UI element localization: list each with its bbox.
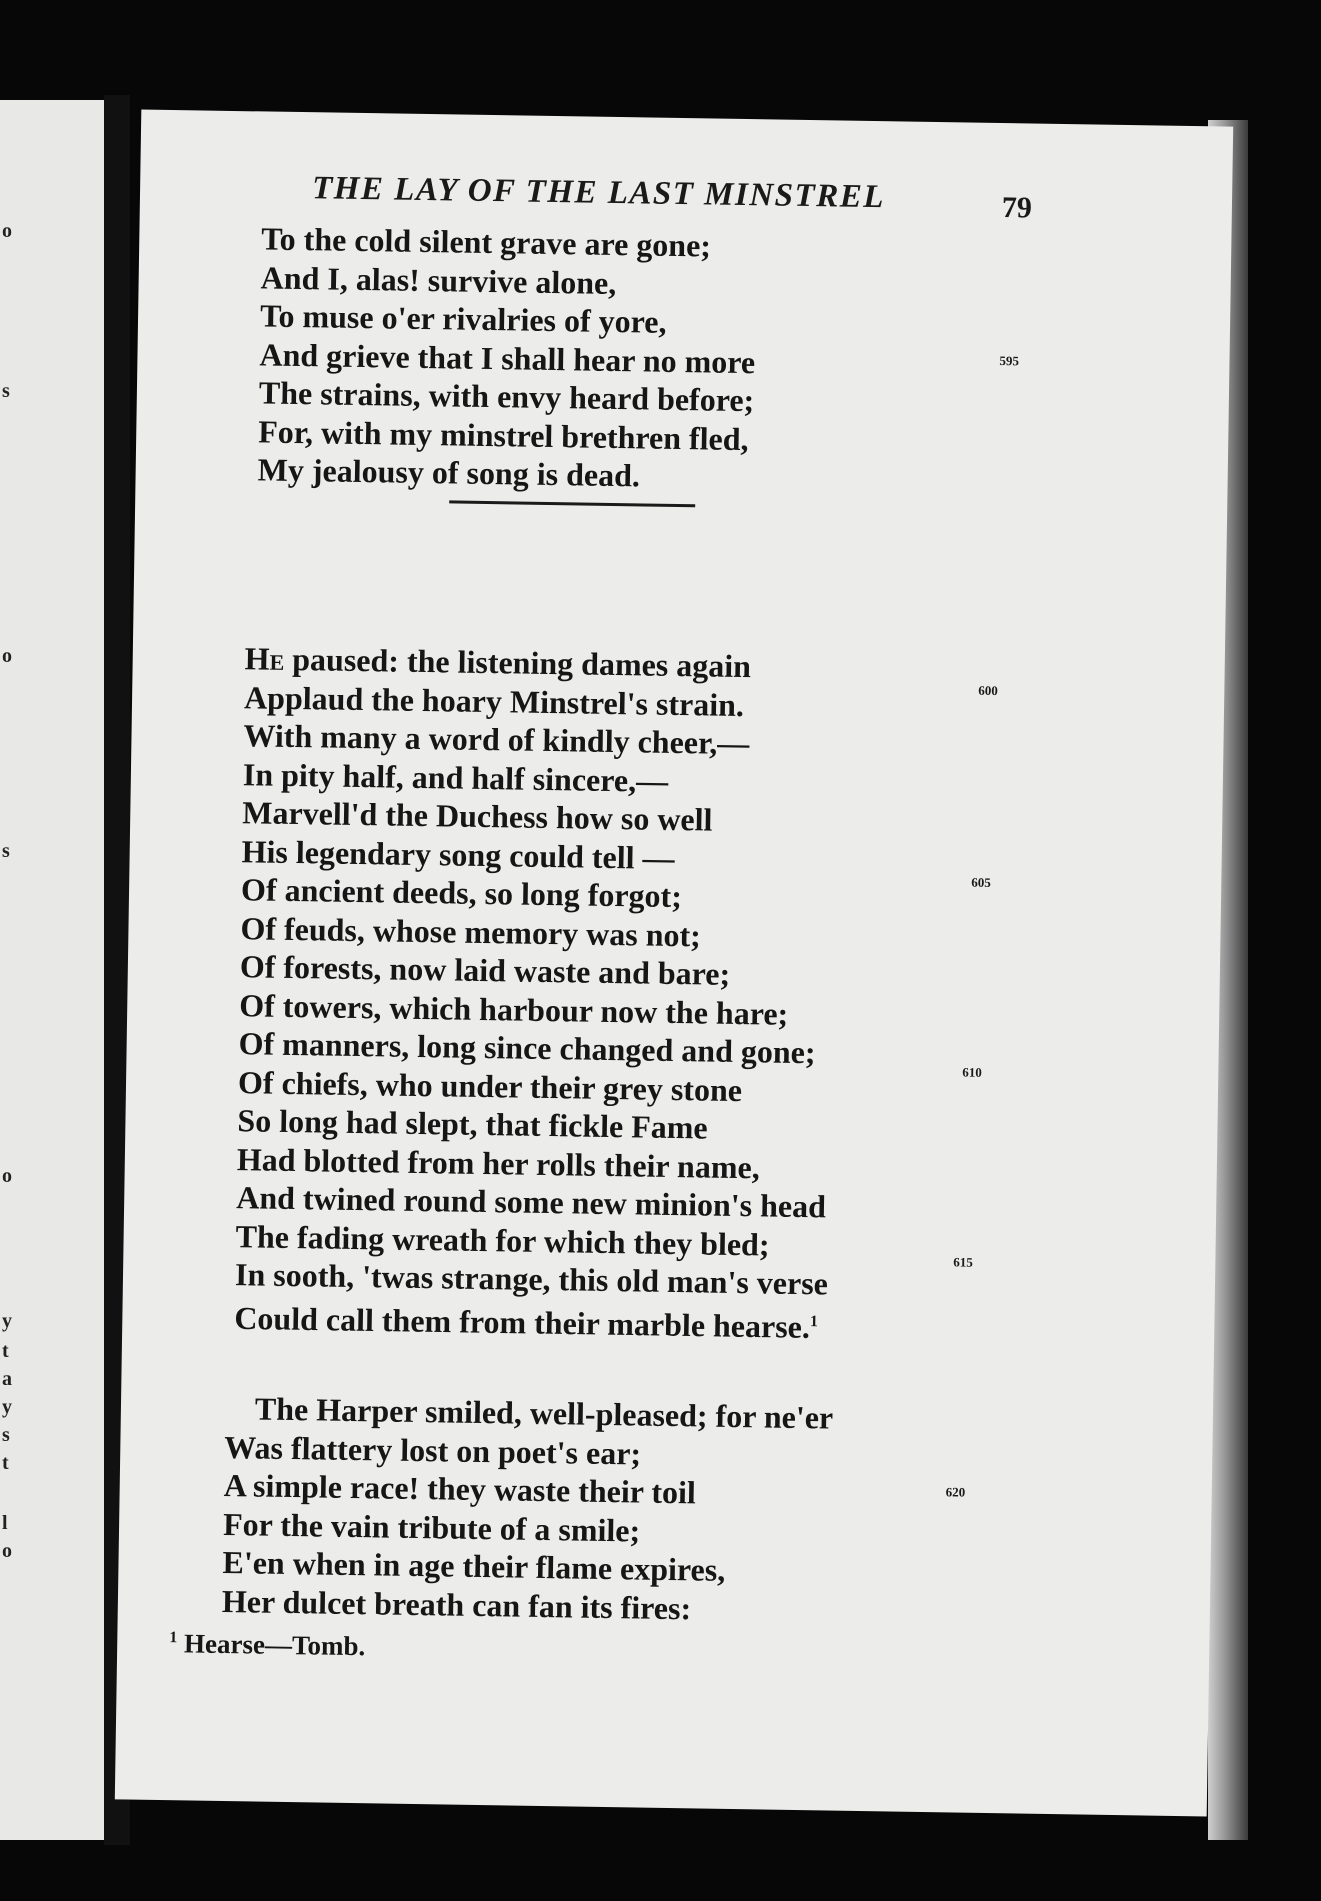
drop-cap: He bbox=[244, 640, 285, 677]
footnote-definition: —Tomb. bbox=[264, 1629, 366, 1662]
verse-line: Of forests, now laid waste and bare; bbox=[239, 948, 731, 992]
verse-line: His legendary song could tell — bbox=[241, 832, 675, 876]
verse-line: The strains, with envy heard before; bbox=[258, 374, 755, 419]
verse-line: Her dulcet breath can fan its fires: bbox=[221, 1582, 692, 1626]
verse-line-text: Could call them from their marble hearse. bbox=[234, 1299, 811, 1345]
stanza-3 bbox=[222, 1389, 834, 1630]
verse-line: My jealousy of song is dead. bbox=[257, 451, 641, 494]
verse-line: Of feuds, whose memory was not; bbox=[240, 909, 702, 953]
verse-line bbox=[234, 1294, 828, 1346]
verse-line: Of chiefs, who under their grey stone bbox=[237, 1063, 743, 1108]
facing-page-glyph: t bbox=[2, 1452, 9, 1474]
verse-line: To muse o'er rivalries of yore, bbox=[259, 297, 667, 340]
facing-page-glyph: s bbox=[2, 1424, 10, 1446]
facing-page-glyph: o bbox=[2, 1165, 12, 1187]
verse-line: Was flattery lost on poet's ear; bbox=[224, 1428, 642, 1472]
verse-line: For the vain tribute of a smile; bbox=[222, 1505, 641, 1549]
verse-line-text: paused: the listening dames again bbox=[284, 640, 752, 685]
verse-line: Of manners, long since changed and gone; bbox=[238, 1025, 816, 1071]
stanza-2 bbox=[234, 639, 838, 1346]
verse-line: E'en when in age their flame expires, bbox=[222, 1543, 726, 1588]
verse-line: Of towers, which harbour now the hare; bbox=[239, 986, 789, 1032]
verse-line: Applaud the hoary Minstrel's strain. bbox=[243, 678, 745, 723]
facing-page-glyph: o bbox=[2, 645, 12, 667]
line-number: 605 bbox=[971, 874, 991, 890]
footnote-marker: 1 bbox=[169, 1629, 178, 1647]
stanza-1 bbox=[257, 219, 757, 496]
verse-line: In sooth, 'twas strange, this old man's verse bbox=[234, 1256, 829, 1302]
page-number: 79 bbox=[1001, 191, 1033, 225]
verse-line: The fading wreath for which they bled; bbox=[235, 1217, 770, 1263]
footnote-reference[interactable]: 1 bbox=[809, 1312, 819, 1330]
running-head: THE LAY OF THE LAST MINSTREL bbox=[311, 170, 886, 216]
footnote bbox=[169, 1628, 365, 1662]
facing-page-glyph: y bbox=[2, 1310, 12, 1332]
verse-line: So long had slept, that fickle Fame bbox=[237, 1102, 708, 1146]
facing-page-glyph: a bbox=[2, 1368, 12, 1390]
verse-line: In pity half, and half sincere,— bbox=[242, 755, 669, 799]
line-number: 610 bbox=[962, 1064, 982, 1080]
verse-line: And twined round some new minion's head bbox=[235, 1179, 827, 1225]
verse-line: With many a word of kindly cheer,— bbox=[243, 717, 750, 762]
facing-page-glyph: y bbox=[2, 1396, 12, 1418]
facing-page-glyph: s bbox=[2, 380, 10, 402]
facing-page-glyph: o bbox=[2, 220, 12, 242]
footnote-term: Hearse bbox=[183, 1628, 266, 1660]
facing-page-glyph: s bbox=[2, 840, 10, 862]
facing-page-edge bbox=[0, 100, 104, 1840]
verse-line: And grieve that I shall hear no more bbox=[259, 335, 756, 380]
verse-line: And I, alas! survive alone, bbox=[260, 258, 617, 301]
verse-line: Marvell'd the Duchess how so well bbox=[242, 794, 713, 838]
verse-line: For, with my minstrel brethren fled, bbox=[258, 412, 749, 457]
section-divider bbox=[449, 500, 695, 507]
line-number: 600 bbox=[978, 682, 998, 699]
line-number: 620 bbox=[945, 1484, 966, 1500]
verse-line: To the cold silent grave are gone; bbox=[261, 220, 712, 264]
verse-line: The Harper smiled, well-pleased; for ne'er bbox=[254, 1390, 834, 1436]
verse-line: A simple race! they waste their toil bbox=[223, 1466, 697, 1511]
verse-line: Of ancient deeds, so long forgot; bbox=[240, 871, 683, 915]
line-number: 615 bbox=[953, 1254, 973, 1270]
facing-page-glyph: l bbox=[2, 1512, 8, 1534]
line-number: 595 bbox=[999, 353, 1020, 369]
verse-line: Had blotted from her rolls their name, bbox=[236, 1140, 761, 1185]
facing-page-glyph: t bbox=[2, 1340, 9, 1362]
book-page bbox=[115, 110, 1233, 1817]
facing-page-glyph: o bbox=[2, 1540, 12, 1562]
